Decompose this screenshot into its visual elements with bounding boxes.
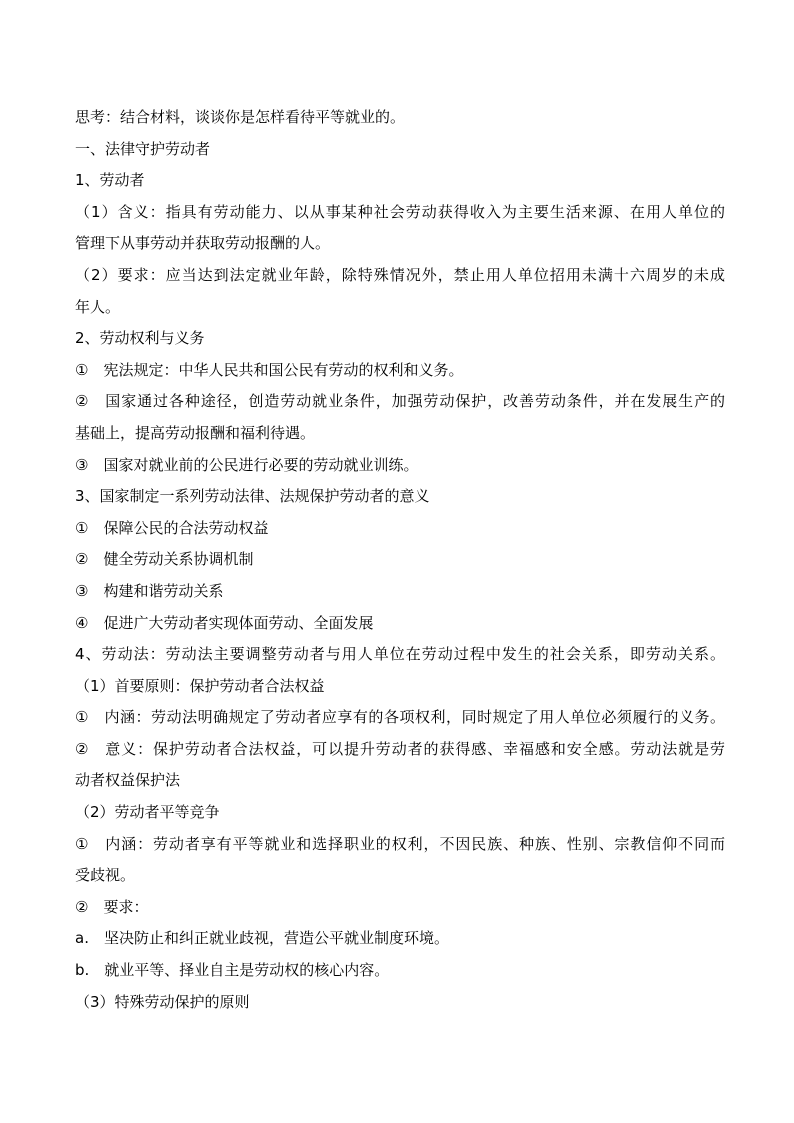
document-body (75, 102, 725, 1018)
text-line: 受歧视。 (75, 866, 136, 885)
text-line: 动者权益保护法 (75, 771, 181, 790)
list-item: ② 国家通过各种途径，创造劳动就业条件，加强劳动保护，改善劳动条件，并在发展生产的 (75, 392, 725, 411)
list-item: ② 意义：保护劳动者合法权益，可以提升劳动者的获得感、幸福感和安全感。劳动法就是劳 (75, 739, 725, 758)
text-line: 思考：结合材料，谈谈你是怎样看待平等就业的。 (75, 108, 406, 126)
subsection-heading: 4、劳动法：劳动法主要调整劳动者与用人单位在劳动过程中发生的社会关系，即劳动关系。 (75, 645, 725, 664)
subsection-heading: 3、国家制定一系列劳动法律、法规保护劳动者的意义 (75, 487, 430, 506)
list-item: a. 坚决防止和纠正就业歧视，营造公平就业制度环境。 (75, 929, 449, 948)
text-line: （1）首要原则：保护劳动者合法权益 (75, 676, 325, 695)
text-line: 管理下从事劳动并获取劳动报酬的人。 (75, 234, 331, 253)
list-item: ① 内涵：劳动法明确规定了劳动者应享有的各项权利，同时规定了用人单位必须履行的义务。 (75, 708, 725, 727)
list-item: ④ 促进广大劳动者实现体面劳动、全面发展 (75, 613, 374, 632)
text-line: （1）含义：指具有劳动能力、以从事某种社会劳动获得收入为主要生活来源、在用人单位的 (75, 202, 725, 221)
text-line: （2）要求：应当达到法定就业年龄，除特殊情况外，禁止用人单位招用未满十六周岁的未成 (75, 265, 725, 284)
text-line: 年人。 (75, 297, 121, 316)
list-item: ③ 国家对就业前的公民进行必要的劳动就业训练。 (75, 455, 419, 474)
list-item: ① 内涵：劳动者享有平等就业和选择职业的权利，不因民族、种族、性别、宗教信仰不同而 (75, 834, 725, 853)
text-line: （3）特殊劳动保护的原则 (75, 992, 250, 1011)
list-item: b. 就业平等、择业自主是劳动权的核心内容。 (75, 961, 390, 980)
text-line: 基础上，提高劳动报酬和福利待遇。 (75, 423, 316, 442)
list-item: ③ 构建和谐劳动关系 (75, 581, 224, 600)
subsection-heading: 1、劳动者 (75, 171, 145, 190)
list-item: ① 宪法规定：中华人民共和国公民有劳动的权利和义务。 (75, 360, 464, 379)
list-item: ② 要求： (75, 897, 149, 916)
text-line: （2）劳动者平等竞争 (75, 803, 220, 822)
list-item: ① 保障公民的合法劳动权益 (75, 518, 269, 537)
section-heading: 一、法律守护劳动者 (75, 139, 211, 158)
list-item: ② 健全劳动关系协调机制 (75, 550, 254, 569)
subsection-heading: 2、劳动权利与义务 (75, 329, 205, 348)
